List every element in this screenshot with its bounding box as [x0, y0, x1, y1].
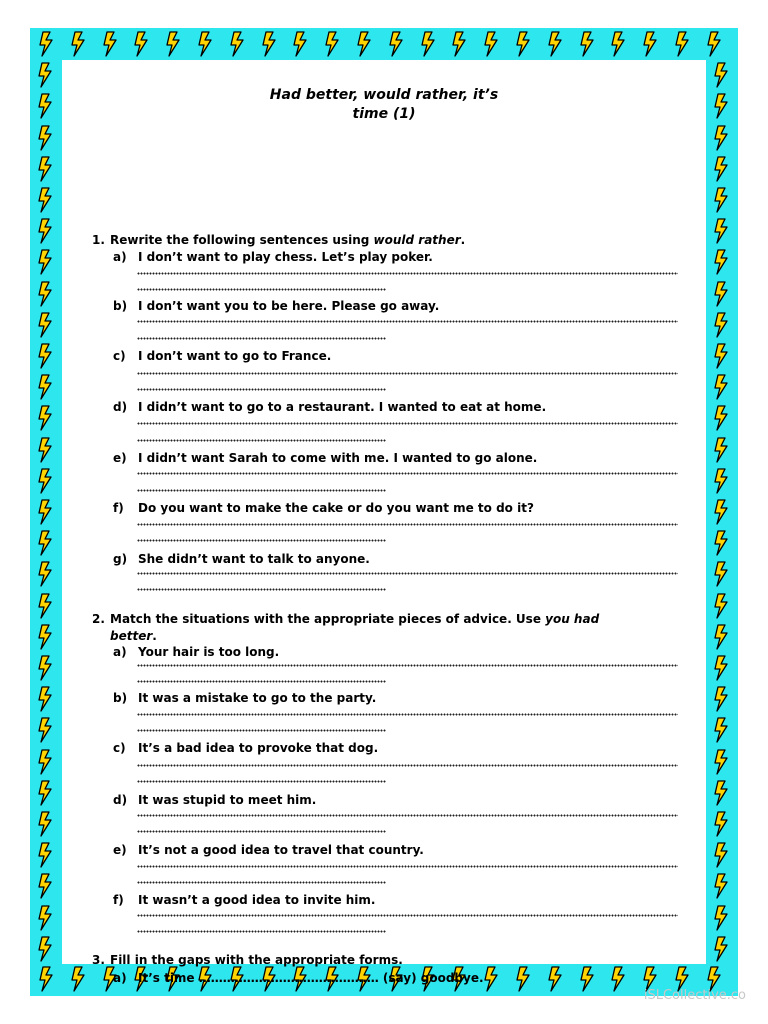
title-line-1: Had better, would rather, it’s — [269, 87, 499, 103]
answer-line[interactable] — [137, 930, 386, 940]
answer-line[interactable] — [137, 780, 386, 790]
item-label: b) — [113, 299, 128, 313]
instruction-end: . — [152, 629, 157, 643]
item-label: e) — [113, 843, 127, 857]
answer-line[interactable] — [137, 422, 678, 432]
answer-line[interactable] — [137, 713, 678, 723]
item-label: d) — [113, 793, 128, 807]
exercise-item — [113, 551, 683, 567]
exercise-item — [113, 970, 683, 986]
section-1-instruction — [92, 232, 652, 249]
answer-line[interactable] — [137, 881, 386, 891]
item-label: f) — [113, 893, 124, 907]
answer-line[interactable] — [137, 539, 386, 549]
worksheet-title — [200, 86, 568, 124]
exercise-item — [113, 740, 683, 756]
answer-line[interactable] — [137, 372, 678, 382]
answer-line[interactable] — [137, 729, 386, 739]
answer-line[interactable] — [137, 830, 386, 840]
item-text: It’s time ……………………………………… (say) goodbye. — [138, 971, 484, 985]
answer-line[interactable] — [137, 680, 386, 690]
answer-line[interactable] — [137, 914, 678, 924]
exercise-item — [113, 450, 683, 466]
item-label: c) — [113, 741, 126, 755]
section-number: 1. — [92, 233, 105, 247]
item-text: It was a mistake to go to the party. — [138, 691, 377, 705]
section-number: 2. — [92, 612, 105, 626]
item-text: I didn’t want Sarah to come with me. I wanted to go alone. — [138, 451, 538, 465]
exercise-item — [113, 644, 683, 660]
exercise-item — [113, 348, 683, 364]
exercise-item — [113, 690, 683, 706]
answer-line[interactable] — [137, 523, 678, 533]
item-label: c) — [113, 349, 126, 363]
item-text: It was stupid to meet him. — [138, 793, 317, 807]
answer-line[interactable] — [137, 664, 678, 674]
item-text: It wasn’t a good idea to invite him. — [138, 893, 376, 907]
answer-line[interactable] — [137, 388, 386, 398]
section-number: 3. — [92, 953, 105, 967]
item-label: b) — [113, 691, 128, 705]
watermark: iSLCollective.co — [643, 988, 746, 1003]
title-line-2: time (1) — [352, 106, 416, 122]
item-label: g) — [113, 552, 128, 566]
item-text: I didn’t want to go to a restaurant. I wanted to eat at home. — [138, 400, 547, 414]
instruction-continuation — [92, 628, 652, 645]
item-text: It’s not a good idea to travel that country. — [138, 843, 424, 857]
answer-line[interactable] — [137, 288, 386, 298]
exercise-item — [113, 842, 683, 858]
instruction-text: Match the situations with the appropriate pieces of advice. Use — [110, 612, 546, 626]
item-label: f) — [113, 501, 124, 515]
answer-line[interactable] — [137, 320, 678, 330]
section-2-instruction — [92, 611, 652, 645]
item-text: Your hair is too long. — [138, 645, 280, 659]
answer-line[interactable] — [137, 865, 678, 875]
exercise-item — [113, 399, 683, 415]
item-text: I don’t want to play chess. Let’s play poker. — [138, 250, 433, 264]
instruction-emphasis: would rather — [373, 233, 461, 247]
answer-line[interactable] — [137, 489, 386, 499]
answer-line[interactable] — [137, 472, 678, 482]
item-text: I don’t want you to be here. Please go away. — [138, 299, 440, 313]
answer-line[interactable] — [137, 572, 678, 582]
item-text: She didn’t want to talk to anyone. — [138, 552, 370, 566]
item-text: I don’t want to go to France. — [138, 349, 332, 363]
instruction-emphasis: you had — [545, 612, 600, 626]
answer-line[interactable] — [137, 764, 678, 774]
item-label: a) — [113, 971, 127, 985]
answer-line[interactable] — [137, 588, 386, 598]
item-label: a) — [113, 645, 127, 659]
item-label: d) — [113, 400, 128, 414]
instruction-emphasis: better — [110, 629, 153, 643]
answer-line[interactable] — [137, 439, 386, 449]
instruction-end: . — [460, 233, 466, 247]
item-label: e) — [113, 451, 127, 465]
item-text: It’s a bad idea to provoke that dog. — [138, 741, 379, 755]
section-3-instruction — [92, 952, 652, 969]
exercise-item — [113, 298, 683, 314]
item-label: a) — [113, 250, 127, 264]
instruction-text: Rewrite the following sentences using — [110, 233, 374, 247]
exercise-item — [113, 892, 683, 908]
exercise-item — [113, 500, 683, 516]
exercise-item — [113, 792, 683, 808]
answer-line[interactable] — [137, 337, 386, 347]
exercise-item — [113, 249, 683, 265]
instruction-text: Fill in the gaps with the appropriate forms. — [110, 953, 403, 967]
answer-line[interactable] — [137, 272, 678, 282]
item-text: Do you want to make the cake or do you want me to do it? — [138, 501, 534, 515]
answer-line[interactable] — [137, 814, 678, 824]
